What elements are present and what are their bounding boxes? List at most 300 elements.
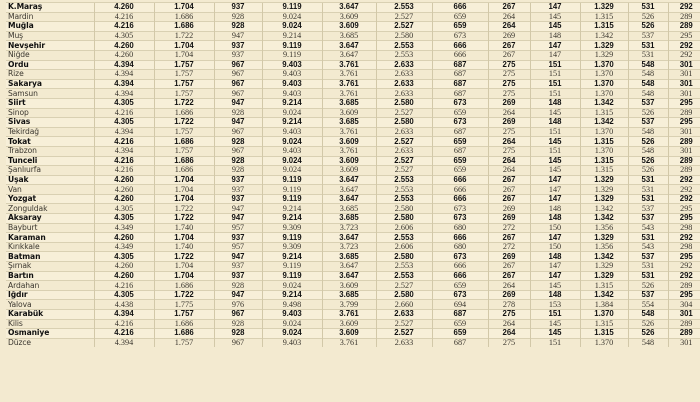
value-cell: 2.527 xyxy=(376,156,432,166)
value-cell: 289 xyxy=(668,166,700,176)
value-cell: 4.216 xyxy=(94,166,154,176)
value-cell: 150 xyxy=(530,242,580,252)
value-cell: 1.370 xyxy=(580,127,628,137)
value-cell: 9.498 xyxy=(262,300,322,310)
value-cell: 1.370 xyxy=(580,310,628,320)
province-name-cell: Uşak xyxy=(6,175,94,185)
value-cell: 947 xyxy=(214,252,262,262)
value-cell: 3.761 xyxy=(322,79,376,89)
value-cell: 967 xyxy=(214,146,262,156)
value-cell: 3.685 xyxy=(322,290,376,300)
value-cell: 9.214 xyxy=(262,98,322,108)
province-name-cell: Tunceli xyxy=(6,156,94,166)
value-cell: 687 xyxy=(432,79,488,89)
value-cell: 4.216 xyxy=(94,22,154,32)
value-cell: 301 xyxy=(668,310,700,320)
province-name-cell: Batman xyxy=(6,252,94,262)
table-row xyxy=(6,60,700,70)
value-cell: 659 xyxy=(432,22,488,32)
value-cell: 1.356 xyxy=(580,242,628,252)
value-cell: 147 xyxy=(530,185,580,195)
value-cell: 2.633 xyxy=(376,70,432,80)
table-row xyxy=(6,79,700,89)
table-row xyxy=(6,3,700,13)
value-cell: 269 xyxy=(488,214,530,224)
value-cell: 937 xyxy=(214,175,262,185)
value-cell: 548 xyxy=(628,60,668,70)
value-cell: 3.723 xyxy=(322,223,376,233)
value-cell: 947 xyxy=(214,31,262,41)
value-cell: 531 xyxy=(628,3,668,13)
value-cell: 9.024 xyxy=(262,166,322,176)
value-cell: 4.260 xyxy=(94,233,154,243)
value-cell: 1.686 xyxy=(154,12,214,22)
value-cell: 1.315 xyxy=(580,12,628,22)
value-cell: 4.216 xyxy=(94,12,154,22)
value-cell: 147 xyxy=(530,50,580,60)
province-name-cell: Iğdır xyxy=(6,290,94,300)
value-cell: 4.394 xyxy=(94,79,154,89)
value-cell: 2.580 xyxy=(376,252,432,262)
value-cell: 1.704 xyxy=(154,185,214,195)
value-cell: 267 xyxy=(488,271,530,281)
value-cell: 4.394 xyxy=(94,60,154,70)
value-cell: 1.370 xyxy=(580,146,628,156)
value-cell: 937 xyxy=(214,262,262,272)
province-name-cell: Muğla xyxy=(6,22,94,32)
value-cell: 1.315 xyxy=(580,156,628,166)
value-cell: 3.647 xyxy=(322,41,376,51)
value-cell: 145 xyxy=(530,156,580,166)
value-cell: 4.394 xyxy=(94,338,154,347)
value-cell: 295 xyxy=(668,118,700,128)
table-row xyxy=(6,70,700,80)
value-cell: 548 xyxy=(628,127,668,137)
province-name-cell: Tokat xyxy=(6,137,94,147)
value-cell: 275 xyxy=(488,60,530,70)
table-row xyxy=(6,338,700,347)
value-cell: 1.686 xyxy=(154,156,214,166)
value-cell: 1.329 xyxy=(580,194,628,204)
value-cell: 148 xyxy=(530,98,580,108)
value-cell: 2.553 xyxy=(376,262,432,272)
table-row xyxy=(6,204,700,214)
value-cell: 4.394 xyxy=(94,89,154,99)
value-cell: 3.685 xyxy=(322,118,376,128)
value-cell: 9.403 xyxy=(262,310,322,320)
value-cell: 967 xyxy=(214,89,262,99)
value-cell: 1.704 xyxy=(154,175,214,185)
value-cell: 3.647 xyxy=(322,175,376,185)
value-cell: 269 xyxy=(488,204,530,214)
value-cell: 267 xyxy=(488,194,530,204)
value-cell: 292 xyxy=(668,3,700,13)
value-cell: 2.553 xyxy=(376,3,432,13)
province-name-cell: Aksaray xyxy=(6,214,94,224)
value-cell: 4.260 xyxy=(94,175,154,185)
value-cell: 9.119 xyxy=(262,262,322,272)
value-cell: 543 xyxy=(628,242,668,252)
value-cell: 145 xyxy=(530,166,580,176)
value-cell: 148 xyxy=(530,31,580,41)
value-cell: 687 xyxy=(432,60,488,70)
value-cell: 3.647 xyxy=(322,233,376,243)
value-cell: 1.704 xyxy=(154,50,214,60)
value-cell: 2.527 xyxy=(376,319,432,329)
value-cell: 687 xyxy=(432,146,488,156)
province-name-cell: Yalova xyxy=(6,300,94,310)
value-cell: 267 xyxy=(488,233,530,243)
value-cell: 666 xyxy=(432,50,488,60)
value-cell: 295 xyxy=(668,214,700,224)
value-cell: 1.704 xyxy=(154,194,214,204)
value-cell: 957 xyxy=(214,223,262,233)
value-cell: 269 xyxy=(488,118,530,128)
value-cell: 292 xyxy=(668,175,700,185)
value-cell: 3.609 xyxy=(322,329,376,339)
value-cell: 292 xyxy=(668,194,700,204)
value-cell: 526 xyxy=(628,319,668,329)
value-cell: 937 xyxy=(214,271,262,281)
value-cell: 531 xyxy=(628,175,668,185)
value-cell: 694 xyxy=(432,300,488,310)
value-cell: 937 xyxy=(214,50,262,60)
table-row xyxy=(6,329,700,339)
value-cell: 4.438 xyxy=(94,300,154,310)
value-cell: 145 xyxy=(530,108,580,118)
value-cell: 2.527 xyxy=(376,166,432,176)
value-cell: 1.757 xyxy=(154,89,214,99)
value-cell: 673 xyxy=(432,118,488,128)
value-cell: 4.305 xyxy=(94,214,154,224)
value-cell: 3.761 xyxy=(322,127,376,137)
value-cell: 928 xyxy=(214,12,262,22)
value-cell: 2.580 xyxy=(376,98,432,108)
province-name-cell: Tekirdağ xyxy=(6,127,94,137)
table-row xyxy=(6,271,700,281)
value-cell: 659 xyxy=(432,319,488,329)
value-cell: 659 xyxy=(432,12,488,22)
value-cell: 295 xyxy=(668,252,700,262)
value-cell: 151 xyxy=(530,70,580,80)
value-cell: 1.356 xyxy=(580,223,628,233)
value-cell: 928 xyxy=(214,108,262,118)
value-cell: 4.305 xyxy=(94,31,154,41)
table-row xyxy=(6,175,700,185)
value-cell: 659 xyxy=(432,156,488,166)
value-cell: 9.214 xyxy=(262,204,322,214)
value-cell: 687 xyxy=(432,310,488,320)
value-cell: 687 xyxy=(432,70,488,80)
value-cell: 928 xyxy=(214,281,262,291)
value-cell: 1.740 xyxy=(154,223,214,233)
value-cell: 659 xyxy=(432,137,488,147)
value-cell: 151 xyxy=(530,127,580,137)
value-cell: 292 xyxy=(668,50,700,60)
value-cell: 272 xyxy=(488,223,530,233)
value-cell: 275 xyxy=(488,89,530,99)
value-cell: 2.527 xyxy=(376,108,432,118)
value-cell: 1.370 xyxy=(580,70,628,80)
value-cell: 967 xyxy=(214,60,262,70)
value-cell: 531 xyxy=(628,194,668,204)
value-cell: 1.704 xyxy=(154,41,214,51)
value-cell: 1.757 xyxy=(154,310,214,320)
value-cell: 1.315 xyxy=(580,108,628,118)
table-row xyxy=(6,252,700,262)
value-cell: 967 xyxy=(214,127,262,137)
value-cell: 269 xyxy=(488,98,530,108)
value-cell: 269 xyxy=(488,31,530,41)
value-cell: 531 xyxy=(628,41,668,51)
value-cell: 289 xyxy=(668,22,700,32)
value-cell: 666 xyxy=(432,194,488,204)
value-cell: 4.305 xyxy=(94,290,154,300)
value-cell: 2.553 xyxy=(376,185,432,195)
value-cell: 9.214 xyxy=(262,252,322,262)
table-row xyxy=(6,156,700,166)
value-cell: 1.757 xyxy=(154,70,214,80)
value-cell: 526 xyxy=(628,137,668,147)
value-cell: 1.704 xyxy=(154,233,214,243)
province-name-cell: Kırıkkale xyxy=(6,242,94,252)
province-name-cell: Ardahan xyxy=(6,281,94,291)
province-name-cell: Trabzon xyxy=(6,146,94,156)
value-cell: 2.553 xyxy=(376,194,432,204)
value-cell: 3.609 xyxy=(322,22,376,32)
value-cell: 1.384 xyxy=(580,300,628,310)
value-cell: 1.342 xyxy=(580,252,628,262)
province-name-cell: Sinop xyxy=(6,108,94,118)
value-cell: 275 xyxy=(488,127,530,137)
value-cell: 967 xyxy=(214,310,262,320)
value-cell: 3.761 xyxy=(322,310,376,320)
value-cell: 148 xyxy=(530,214,580,224)
value-cell: 147 xyxy=(530,194,580,204)
value-cell: 289 xyxy=(668,319,700,329)
province-name-cell: Rize xyxy=(6,70,94,80)
value-cell: 151 xyxy=(530,79,580,89)
table-row xyxy=(6,223,700,233)
province-name-cell: Şanlıurfa xyxy=(6,166,94,176)
value-cell: 659 xyxy=(432,166,488,176)
value-cell: 4.260 xyxy=(94,50,154,60)
value-cell: 947 xyxy=(214,118,262,128)
value-cell: 1.315 xyxy=(580,281,628,291)
value-cell: 3.647 xyxy=(322,185,376,195)
value-cell: 147 xyxy=(530,262,580,272)
value-cell: 4.216 xyxy=(94,108,154,118)
value-cell: 4.394 xyxy=(94,310,154,320)
value-cell: 1.315 xyxy=(580,329,628,339)
table-row xyxy=(6,22,700,32)
value-cell: 148 xyxy=(530,118,580,128)
value-cell: 4.260 xyxy=(94,194,154,204)
province-name-cell: Mardin xyxy=(6,12,94,22)
value-cell: 548 xyxy=(628,89,668,99)
value-cell: 1.370 xyxy=(580,338,628,347)
value-cell: 304 xyxy=(668,300,700,310)
value-cell: 526 xyxy=(628,166,668,176)
value-cell: 2.580 xyxy=(376,214,432,224)
value-cell: 947 xyxy=(214,290,262,300)
value-cell: 9.119 xyxy=(262,271,322,281)
value-cell: 687 xyxy=(432,127,488,137)
value-cell: 3.685 xyxy=(322,98,376,108)
value-cell: 145 xyxy=(530,12,580,22)
table-row xyxy=(6,137,700,147)
value-cell: 298 xyxy=(668,242,700,252)
value-cell: 687 xyxy=(432,89,488,99)
value-cell: 272 xyxy=(488,242,530,252)
value-cell: 1.722 xyxy=(154,290,214,300)
value-cell: 976 xyxy=(214,300,262,310)
value-cell: 2.633 xyxy=(376,146,432,156)
value-cell: 666 xyxy=(432,185,488,195)
value-cell: 659 xyxy=(432,329,488,339)
value-cell: 666 xyxy=(432,175,488,185)
value-cell: 9.119 xyxy=(262,175,322,185)
value-cell: 4.216 xyxy=(94,156,154,166)
value-cell: 1.370 xyxy=(580,89,628,99)
value-cell: 666 xyxy=(432,262,488,272)
value-cell: 145 xyxy=(530,329,580,339)
value-cell: 9.403 xyxy=(262,127,322,137)
value-cell: 9.309 xyxy=(262,242,322,252)
value-cell: 298 xyxy=(668,223,700,233)
value-cell: 151 xyxy=(530,310,580,320)
value-cell: 264 xyxy=(488,166,530,176)
value-cell: 1.757 xyxy=(154,60,214,70)
value-cell: 147 xyxy=(530,41,580,51)
province-name-cell: Şırnak xyxy=(6,262,94,272)
value-cell: 3.761 xyxy=(322,338,376,347)
value-cell: 292 xyxy=(668,41,700,51)
value-cell: 278 xyxy=(488,300,530,310)
value-cell: 151 xyxy=(530,89,580,99)
value-cell: 2.606 xyxy=(376,223,432,233)
value-cell: 1.686 xyxy=(154,108,214,118)
value-cell: 148 xyxy=(530,252,580,262)
value-cell: 301 xyxy=(668,338,700,347)
value-cell: 947 xyxy=(214,214,262,224)
value-cell: 1.686 xyxy=(154,329,214,339)
value-cell: 9.024 xyxy=(262,12,322,22)
table-row xyxy=(6,300,700,310)
table-row xyxy=(6,233,700,243)
value-cell: 292 xyxy=(668,271,700,281)
value-cell: 937 xyxy=(214,194,262,204)
value-cell: 2.553 xyxy=(376,50,432,60)
table-row xyxy=(6,214,700,224)
value-cell: 1.704 xyxy=(154,262,214,272)
table-row xyxy=(6,319,700,329)
value-cell: 289 xyxy=(668,329,700,339)
value-cell: 531 xyxy=(628,233,668,243)
value-cell: 1.329 xyxy=(580,175,628,185)
value-cell: 295 xyxy=(668,31,700,41)
province-name-cell: Siirt xyxy=(6,98,94,108)
value-cell: 537 xyxy=(628,290,668,300)
value-cell: 937 xyxy=(214,233,262,243)
value-cell: 4.216 xyxy=(94,319,154,329)
table-body xyxy=(6,3,700,348)
value-cell: 531 xyxy=(628,185,668,195)
value-cell: 537 xyxy=(628,204,668,214)
value-cell: 2.633 xyxy=(376,310,432,320)
value-cell: 145 xyxy=(530,319,580,329)
value-cell: 2.580 xyxy=(376,290,432,300)
value-cell: 2.633 xyxy=(376,60,432,70)
value-cell: 666 xyxy=(432,3,488,13)
value-cell: 147 xyxy=(530,233,580,243)
value-cell: 148 xyxy=(530,204,580,214)
value-cell: 548 xyxy=(628,310,668,320)
value-cell: 531 xyxy=(628,271,668,281)
value-cell: 3.609 xyxy=(322,281,376,291)
province-name-cell: Niğde xyxy=(6,50,94,60)
value-cell: 2.633 xyxy=(376,338,432,347)
value-cell: 1.329 xyxy=(580,3,628,13)
value-cell: 2.660 xyxy=(376,300,432,310)
province-name-cell: Ordu xyxy=(6,60,94,70)
value-cell: 9.214 xyxy=(262,214,322,224)
value-cell: 947 xyxy=(214,98,262,108)
value-cell: 275 xyxy=(488,70,530,80)
value-cell: 3.609 xyxy=(322,156,376,166)
value-cell: 151 xyxy=(530,146,580,156)
province-name-cell: Yozgat xyxy=(6,194,94,204)
value-cell: 4.260 xyxy=(94,3,154,13)
value-cell: 4.349 xyxy=(94,223,154,233)
value-cell: 1.329 xyxy=(580,41,628,51)
table-row xyxy=(6,12,700,22)
value-cell: 3.761 xyxy=(322,60,376,70)
value-cell: 2.553 xyxy=(376,271,432,281)
value-cell: 145 xyxy=(530,22,580,32)
value-cell: 1.315 xyxy=(580,137,628,147)
value-cell: 666 xyxy=(432,41,488,51)
value-cell: 4.349 xyxy=(94,242,154,252)
value-cell: 2.553 xyxy=(376,41,432,51)
value-cell: 543 xyxy=(628,223,668,233)
value-cell: 267 xyxy=(488,41,530,51)
value-cell: 264 xyxy=(488,12,530,22)
value-cell: 1.757 xyxy=(154,146,214,156)
value-cell: 9.119 xyxy=(262,50,322,60)
value-cell: 526 xyxy=(628,22,668,32)
value-cell: 3.647 xyxy=(322,271,376,281)
value-cell: 4.305 xyxy=(94,118,154,128)
value-cell: 3.685 xyxy=(322,31,376,41)
table-row xyxy=(6,98,700,108)
value-cell: 2.553 xyxy=(376,233,432,243)
value-cell: 1.315 xyxy=(580,22,628,32)
value-cell: 1.370 xyxy=(580,60,628,70)
value-cell: 145 xyxy=(530,137,580,147)
value-cell: 531 xyxy=(628,50,668,60)
table-row xyxy=(6,310,700,320)
value-cell: 4.260 xyxy=(94,41,154,51)
value-cell: 967 xyxy=(214,338,262,347)
value-cell: 659 xyxy=(432,108,488,118)
value-cell: 1.329 xyxy=(580,50,628,60)
value-cell: 1.722 xyxy=(154,31,214,41)
value-cell: 1.757 xyxy=(154,79,214,89)
value-cell: 267 xyxy=(488,262,530,272)
value-cell: 151 xyxy=(530,338,580,347)
province-name-cell: K.Maraş xyxy=(6,3,94,13)
